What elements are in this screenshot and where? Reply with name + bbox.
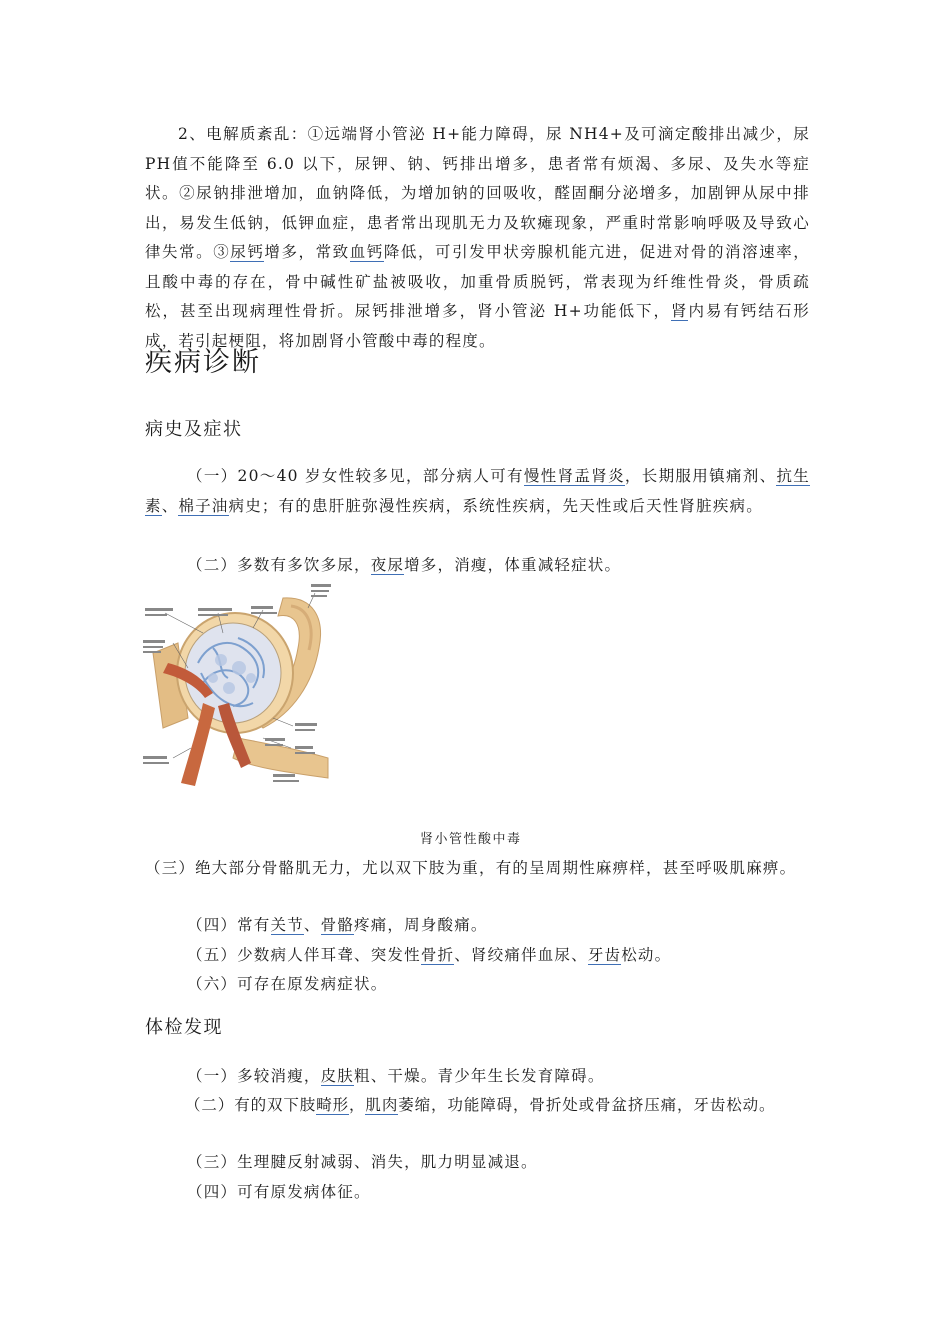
exam-item-3: （三）生理腱反射减弱、消失，肌力明显减退。 — [187, 1153, 538, 1171]
text-run: （二）有的双下肢 — [185, 1096, 317, 1114]
link-antibiotics[interactable]: 抗生素 — [145, 467, 811, 515]
text-run: （一）多较消瘦， — [187, 1067, 321, 1085]
text-run: 降低，可引发甲状旁腺机能亢进，促进对骨的消溶速率，且酸中毒的存在，骨中碱性矿盐被吸收，加重骨质脱钙，常表现为纤维性骨炎，骨质疏松，甚至出现病理性骨折。尿钙排泄增多，肾小管泌 H+功能低下， — [145, 243, 810, 320]
symptom-item-2 — [187, 553, 621, 575]
link-nocturia[interactable]: 夜尿 — [370, 556, 405, 574]
text-run: （四）常有 — [187, 916, 271, 934]
text-run: （一）20～40 岁女性较多见，部分病人可有 — [187, 467, 524, 485]
link-kidney[interactable]: 肾 — [670, 302, 689, 320]
link-cottonseed-oil[interactable]: 棉子油 — [178, 496, 229, 515]
symptom-item-3: （三）绝大部分骨骼肌无力，尤以双下肢为重，有的呈周期性麻痹样，甚至呼吸肌麻痹。 — [145, 859, 797, 877]
link-teeth[interactable]: 牙齿 — [587, 946, 622, 964]
text-run: 疼痛，周身酸痛。 — [354, 916, 488, 934]
exam-item-4: （四）可有原发病体征。 — [187, 1183, 371, 1201]
text-run: 增多，消瘦，体重减轻症状。 — [404, 556, 622, 574]
text-run: 、肾绞痛伴血尿、 — [454, 946, 588, 964]
text-run: 、 — [161, 496, 179, 515]
link-muscle[interactable]: 肌肉 — [365, 1096, 399, 1114]
text-run: （二）多数有多饮多尿， — [187, 556, 371, 574]
heading-physical-exam: 体检发现 — [145, 1017, 223, 1038]
heading-disease-diagnosis: 疾病诊断 — [145, 347, 261, 378]
text-run: 萎缩，功能障碍，骨折处或骨盆挤压痛，牙齿松动。 — [398, 1096, 776, 1114]
text-run: ， — [349, 1096, 366, 1114]
text-run: 松动。 — [621, 946, 672, 964]
exam-item-1 — [187, 1064, 605, 1086]
link-chronic-pyelonephritis[interactable]: 慢性肾盂肾炎 — [523, 467, 625, 485]
symptom-item-5 — [187, 943, 671, 965]
link-skin[interactable]: 皮肤 — [320, 1067, 355, 1085]
link-joint[interactable]: 关节 — [270, 916, 304, 934]
exam-item-2 — [185, 1093, 775, 1115]
symptom-item-1 — [145, 462, 810, 521]
text-run: 增多，常致 — [264, 243, 350, 261]
text-run: 病史；有的患肝脏弥漫性疾病，系统性疾病，先天性或后天性肾脏疾病。 — [228, 496, 763, 515]
text-run: 内易有钙结石形成，若引起梗阻，将加剧肾小管酸中毒的程度。 — [145, 302, 811, 350]
glomerulus-illustration — [143, 578, 335, 790]
symptom-item-6: （六）可存在原发病症状。 — [187, 975, 388, 993]
figure-caption: 肾小管性酸中毒 — [420, 832, 522, 847]
link-bone[interactable]: 骨骼 — [320, 916, 355, 934]
symptom-item-4 — [187, 913, 488, 935]
electrolyte-paragraph — [145, 120, 810, 356]
text-run: 、 — [303, 916, 321, 934]
link-urine-calcium[interactable]: 尿钙 — [230, 243, 265, 261]
text-run: ，长期服用镇痛剂、 — [624, 467, 777, 485]
heading-history-symptoms: 病史及症状 — [145, 419, 243, 440]
text-run: （五）少数病人伴耳聋、突发性 — [187, 946, 421, 964]
text-run: 粗、干燥。青少年生长发育障碍。 — [354, 1067, 605, 1085]
link-blood-calcium[interactable]: 血钙 — [349, 243, 384, 261]
link-deformity[interactable]: 畸形 — [316, 1096, 350, 1114]
link-fracture[interactable]: 骨折 — [420, 946, 455, 964]
text-run: 2、电解质紊乱：①远端肾小管泌 H+能力障碍，尿 NH4+及可滴定酸排出减少，尿 PH值不能降至 6.0 以下，尿钾、钠、钙排出增多，患者常有烦渴、多尿、及失水等症状。②尿钠排泄增加，血钠降低，为增加钠的回吸收，醛固酮分泌增多，加剧钾从尿中排出，易发生低钠，低钾血症，患者常出现肌无力及软瘫现象，严重时常影响呼吸及导致心律失常。③ — [145, 125, 810, 261]
